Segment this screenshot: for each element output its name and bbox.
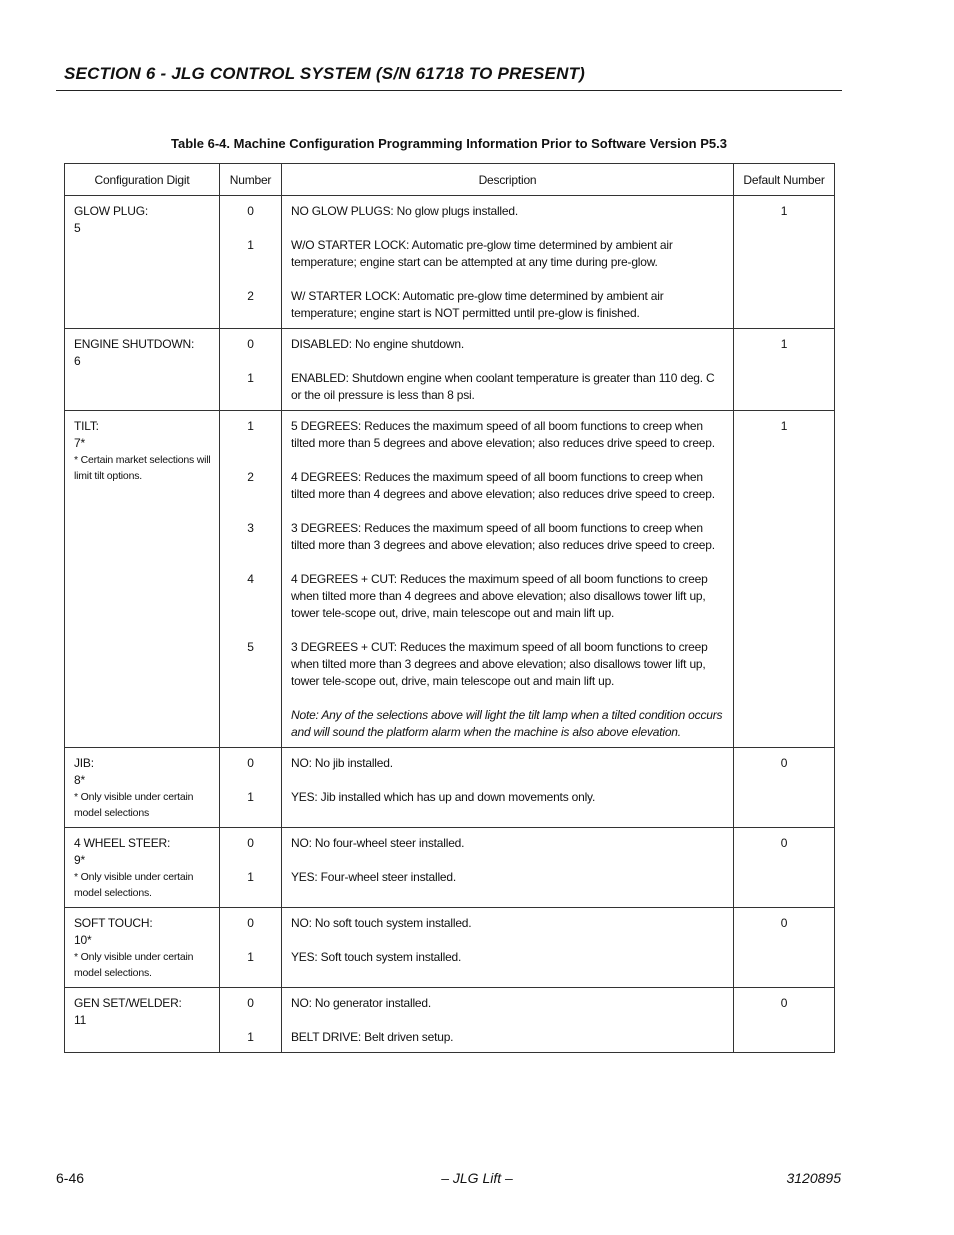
option-number: 1 [247, 238, 254, 252]
config-digit-name: TILT: [74, 419, 99, 433]
config-digit-note: * Only visible under certain model selections. [74, 871, 194, 899]
option-description: YES: Four-wheel steer installed. [291, 870, 457, 884]
config-digit-cell [65, 329, 220, 411]
header-divider [56, 90, 842, 91]
option-number: 0 [247, 836, 254, 850]
config-digit-cell [65, 196, 220, 329]
default-number-cell [734, 411, 835, 748]
option-description: DISABLED: No engine shutdown. [291, 337, 464, 351]
option-number: 0 [247, 204, 254, 218]
option-description: NO: No jib installed. [291, 756, 393, 770]
config-digit-note: * Only visible under certain model selections. [74, 951, 194, 979]
table-row [65, 908, 835, 988]
config-digit-cell [65, 908, 220, 988]
column-header-number: Number [220, 164, 282, 196]
table-row [65, 988, 835, 1053]
default-number-cell [734, 748, 835, 828]
option-description-cell [282, 988, 734, 1053]
option-number: 1 [247, 1030, 254, 1044]
option-description: YES: Soft touch system installed. [291, 950, 462, 964]
option-number: 0 [247, 756, 254, 770]
config-digit-number: 10* [74, 933, 92, 947]
table-body [65, 196, 835, 1053]
column-header-description: Description [282, 164, 734, 196]
option-number: 0 [247, 916, 254, 930]
default-number-cell [734, 828, 835, 908]
option-description: 3 DEGREES + CUT: Reduces the maximum speed of all boom functions to creep when tilted more than 3 degrees and above elevation; also disallows tower lift up, tower tele-scope out, drive, main telescope out and main lift up. [291, 640, 708, 688]
option-description: W/O STARTER LOCK: Automatic pre-glow time determined by ambient air temperature; engine start can be attempted at any time during pre-glow. [291, 238, 673, 269]
default-number: 0 [780, 916, 788, 930]
option-description: 3 DEGREES: Reduces the maximum speed of all boom functions to creep when tilted more than 3 degrees and above elevation; also reduces drive speed to creep. [291, 521, 715, 552]
config-digit-number: 6 [74, 354, 81, 368]
config-digit-name: JIB: [74, 756, 94, 770]
config-digit-name: ENGINE SHUTDOWN: [74, 337, 195, 351]
tilt-note: Note: Any of the selections above will light the tilt lamp when a tilted condition occurs and will sound the platform alarm when the machine is also above elevation. [291, 708, 723, 739]
config-digit-name: 4 WHEEL STEER: [74, 836, 171, 850]
config-digit-number: 9* [74, 853, 85, 867]
option-number: 0 [247, 996, 254, 1010]
option-number: 1 [247, 790, 254, 804]
option-description: ENABLED: Shutdown engine when coolant temperature is greater than 110 deg. C or the oil pressure is less than 8 psi. [291, 371, 715, 402]
option-description-cell [282, 329, 734, 411]
config-digit-number: 7* [74, 436, 85, 450]
option-number: 1 [247, 419, 254, 433]
config-digit-note: * Only visible under certain model selections [74, 791, 194, 819]
option-number-cell [220, 828, 282, 908]
document-number: 3120895 [786, 1170, 841, 1186]
table-row [65, 329, 835, 411]
option-description: NO: No soft touch system installed. [291, 916, 472, 930]
option-description: 4 DEGREES: Reduces the maximum speed of all boom functions to creep when tilted more than 4 degrees and above elevation; also reduces drive speed to creep. [291, 470, 715, 501]
default-number: 0 [780, 756, 788, 770]
option-description: YES: Jib installed which has up and down movements only. [291, 790, 596, 804]
option-description-cell [282, 196, 734, 329]
config-digit-number: 5 [74, 221, 81, 235]
table-header-row [65, 164, 835, 196]
default-number: 0 [780, 836, 788, 850]
table-row [65, 828, 835, 908]
table-caption: Table 6-4. Machine Configuration Programming Information Prior to Software Version P5.3 [171, 136, 727, 151]
default-number: 1 [780, 419, 788, 433]
option-number: 3 [247, 521, 254, 535]
option-number: 0 [247, 337, 254, 351]
option-number: 5 [247, 640, 254, 654]
config-digit-name: GEN SET/WELDER: [74, 996, 182, 1010]
default-number: 1 [780, 337, 788, 351]
option-number-cell [220, 908, 282, 988]
column-header-default-number: Default Number [734, 164, 835, 196]
config-digit-cell [65, 748, 220, 828]
page-number: 6-46 [56, 1170, 85, 1186]
configuration-table [64, 163, 835, 1053]
table-row [65, 196, 835, 329]
option-description: W/ STARTER LOCK: Automatic pre-glow time determined by ambient air temperature; engine start is NOT permitted until pre-glow is finished. [291, 289, 664, 320]
default-number-cell [734, 988, 835, 1053]
option-number-cell [220, 988, 282, 1053]
option-description-cell [282, 748, 734, 828]
default-number: 0 [780, 996, 788, 1010]
config-digit-number: 8* [74, 773, 85, 787]
config-digit-number: 11 [74, 1013, 87, 1027]
config-digit-name: GLOW PLUG: [74, 204, 149, 218]
config-digit-note: * Certain market selections will limit tilt options. [74, 454, 211, 482]
option-number-cell [220, 411, 282, 748]
option-number: 1 [247, 950, 254, 964]
option-number: 2 [247, 289, 254, 303]
option-number: 1 [247, 371, 254, 385]
option-number: 2 [247, 470, 254, 484]
option-number: 1 [247, 870, 254, 884]
option-description: 4 DEGREES + CUT: Reduces the maximum speed of all boom functions to creep when tilted more than 4 degrees and above elevation; also disallows tower lift up, tower tele-scope out, drive, main telescope out and main lift up. [291, 572, 708, 620]
option-description-cell [282, 828, 734, 908]
default-number-cell [734, 908, 835, 988]
option-description: NO: No four-wheel steer installed. [291, 836, 465, 850]
config-digit-cell [65, 988, 220, 1053]
option-description-cell [282, 908, 734, 988]
option-description: 5 DEGREES: Reduces the maximum speed of all boom functions to creep when tilted more than 5 degrees and above elevation; also reduces drive speed to creep. [291, 419, 715, 450]
config-digit-cell [65, 828, 220, 908]
option-number-cell [220, 748, 282, 828]
config-digit-name: SOFT TOUCH: [74, 916, 153, 930]
footer-brand: – JLG Lift – [441, 1170, 513, 1186]
option-description: BELT DRIVE: Belt driven setup. [291, 1030, 454, 1044]
config-digit-cell [65, 411, 220, 748]
default-number-cell [734, 196, 835, 329]
option-number-cell [220, 329, 282, 411]
default-number: 1 [780, 204, 788, 218]
option-number: 4 [247, 572, 254, 586]
option-number-cell [220, 196, 282, 329]
default-number-cell [734, 329, 835, 411]
table-row [65, 748, 835, 828]
table-row [65, 411, 835, 748]
option-description-cell [282, 411, 734, 748]
section-header: SECTION 6 - JLG CONTROL SYSTEM (S/N 61718 TO PRESENT) [64, 64, 586, 83]
option-description: NO GLOW PLUGS: No glow plugs installed. [291, 204, 518, 218]
option-description: NO: No generator installed. [291, 996, 432, 1010]
column-header-configuration-digit: Configuration Digit [65, 164, 220, 196]
